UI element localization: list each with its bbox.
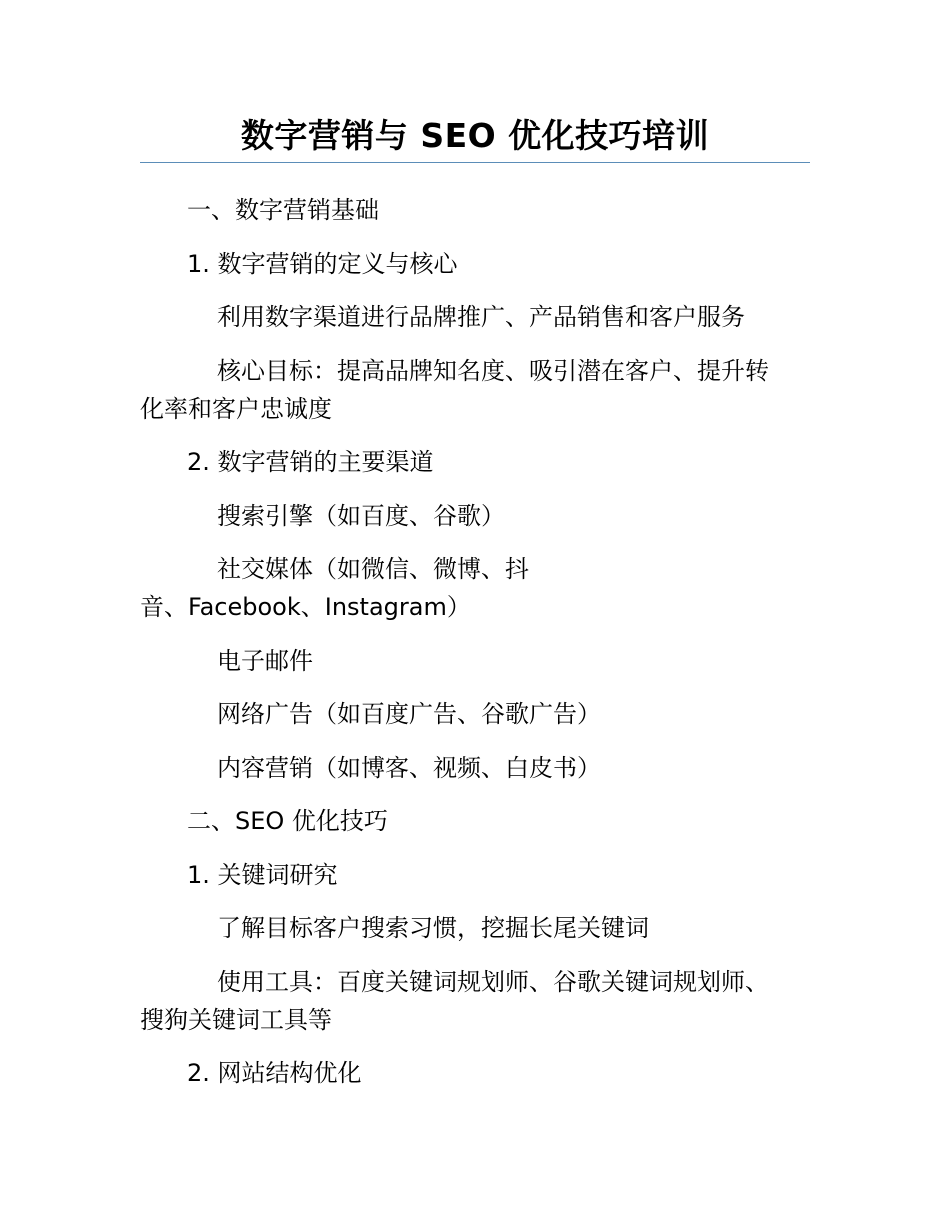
document-body: [140, 191, 800, 1108]
paragraph-core-goals: [140, 352, 800, 428]
title-underline: [140, 162, 810, 163]
paragraph-keyword-tools-line1: 使用工具：百度关键词规划师、谷歌关键词规划师、: [217, 967, 769, 996]
channel-email: 电子邮件: [217, 646, 313, 675]
document-title: 数字营销与 SEO 优化技巧培训: [240, 116, 710, 155]
channel-search-engine: 搜索引擎（如百度、谷歌）: [217, 501, 505, 530]
subsection-heading-keyword-research: 1. 关键词研究: [187, 860, 338, 889]
section-heading-seo-tips: 二、SEO 优化技巧: [187, 807, 388, 835]
paragraph-keyword-tools-line2: 搜狗关键词工具等: [140, 1005, 332, 1034]
channel-social-media-line1: 社交媒体（如微信、微博、抖: [217, 555, 529, 583]
paragraph-keyword-tools: [140, 963, 800, 1039]
paragraph-core-goals-line1: 核心目标：提高品牌知名度、吸引潜在客户、提升转: [217, 356, 769, 385]
paragraph-definition: 利用数字渠道进行品牌推广、产品销售和客户服务: [217, 303, 745, 331]
channel-social-media-line2: 音、Facebook、Instagram）: [140, 593, 471, 621]
channel-social-media: [140, 550, 800, 626]
subsection-heading-channels: 2. 数字营销的主要渠道: [187, 448, 434, 476]
channel-content-marketing: 内容营销（如博客、视频、白皮书）: [217, 753, 601, 782]
channel-online-ads: 网络广告（如百度广告、谷歌广告）: [217, 700, 601, 728]
subsection-heading-site-structure: 2. 网站结构优化: [187, 1059, 362, 1087]
paragraph-core-goals-line2: 化率和客户忠诚度: [140, 394, 332, 423]
subsection-heading-definition: 1. 数字营销的定义与核心: [187, 249, 458, 278]
paragraph-search-habits: 了解目标客户搜索习惯，挖掘长尾关键词: [217, 914, 649, 942]
section-heading-digital-marketing-basics: 一、数字营销基础: [187, 196, 379, 224]
